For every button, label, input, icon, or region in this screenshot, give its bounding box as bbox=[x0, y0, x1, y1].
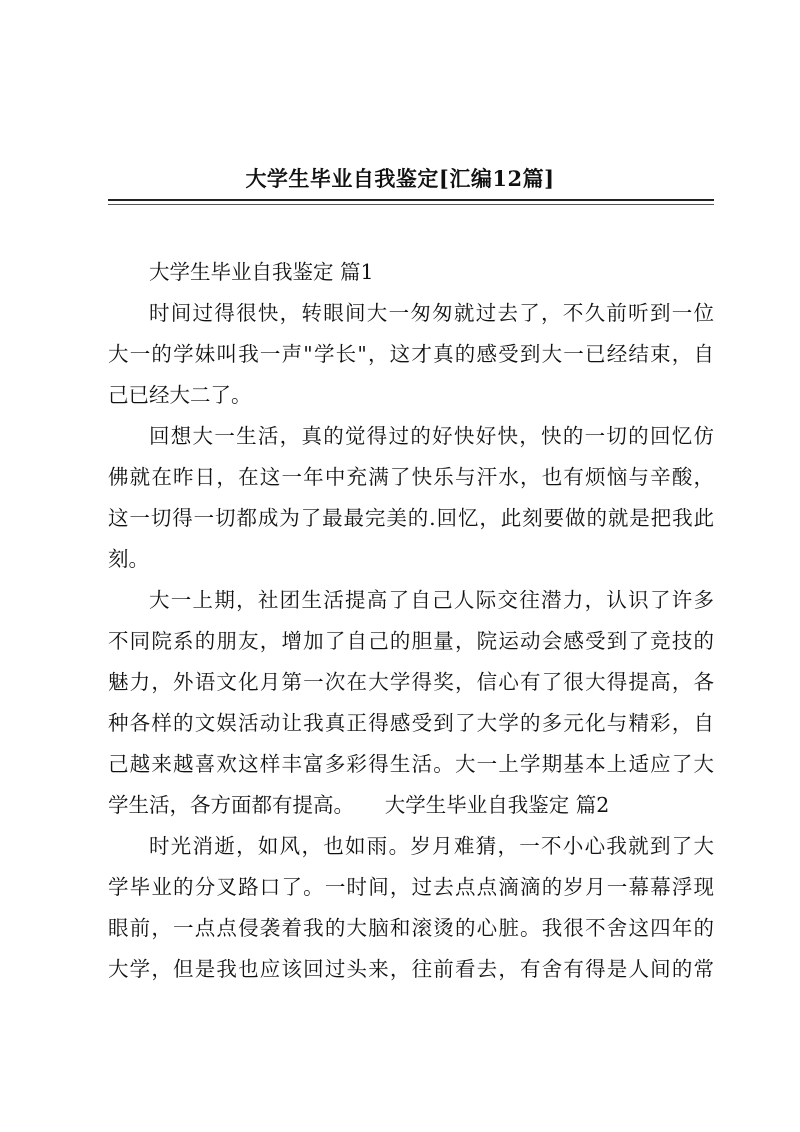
text-line: 学毕业的分叉路口了。一时间，过去点点滴滴的岁月一幕幕浮现 bbox=[108, 875, 714, 899]
text-line: 时光消逝，如风，也如雨。岁月难猜，一不小心我就到了大 bbox=[149, 834, 714, 858]
text-line: 己已经大二了。 bbox=[108, 383, 252, 407]
text-line: 学生活，各方面都有提高。 大学生毕业自我鉴定 篇2 bbox=[108, 793, 610, 817]
title-rule-thick bbox=[108, 199, 714, 201]
text-line: 大学，但是我也应该回过头来，往前看去，有舍有得是人间的常 bbox=[108, 957, 714, 981]
document-title: 大学生毕业自我鉴定[汇编12篇] bbox=[245, 166, 555, 191]
text-line: 魅力，外语文化月第一次在大学得奖，信心有了很大得提高，各 bbox=[108, 670, 714, 694]
title-rule-thin bbox=[108, 204, 714, 205]
text-line: 回想大一生活，真的觉得过的好快好快，快的一切的回忆仿 bbox=[149, 424, 714, 448]
document-body bbox=[108, 252, 714, 990]
text-line: 大一上期，社团生活提高了自己人际交往潜力，认识了许多 bbox=[149, 588, 714, 612]
text-line: 大一的学妹叫我一声"学长"，这才真的感受到大一已经结束，自 bbox=[108, 342, 714, 366]
text-line: 刻。 bbox=[108, 547, 149, 571]
text-line: 这一切得一切都成为了最最完美的.回忆，此刻要做的就是把我此 bbox=[108, 506, 714, 530]
text-line: 大学生毕业自我鉴定 篇1 bbox=[149, 260, 374, 284]
text-line: 己越来越喜欢这样丰富多彩得生活。大一上学期基本上适应了大 bbox=[108, 752, 714, 776]
text-line: 时间过得很快，转眼间大一匆匆就过去了，不久前听到一位 bbox=[149, 301, 714, 325]
text-line: 种各样的文娱活动让我真正得感受到了大学的多元化与精彩，自 bbox=[108, 711, 714, 735]
text-line: 眼前，一点点侵袭着我的大脑和滚烫的心脏。我很不舍这四年的 bbox=[108, 916, 714, 940]
text-line: 不同院系的朋友，增加了自己的胆量，院运动会感受到了竞技的 bbox=[108, 629, 714, 653]
text-line: 佛就在昨日，在这一年中充满了快乐与汗水，也有烦恼与辛酸， bbox=[108, 465, 714, 489]
